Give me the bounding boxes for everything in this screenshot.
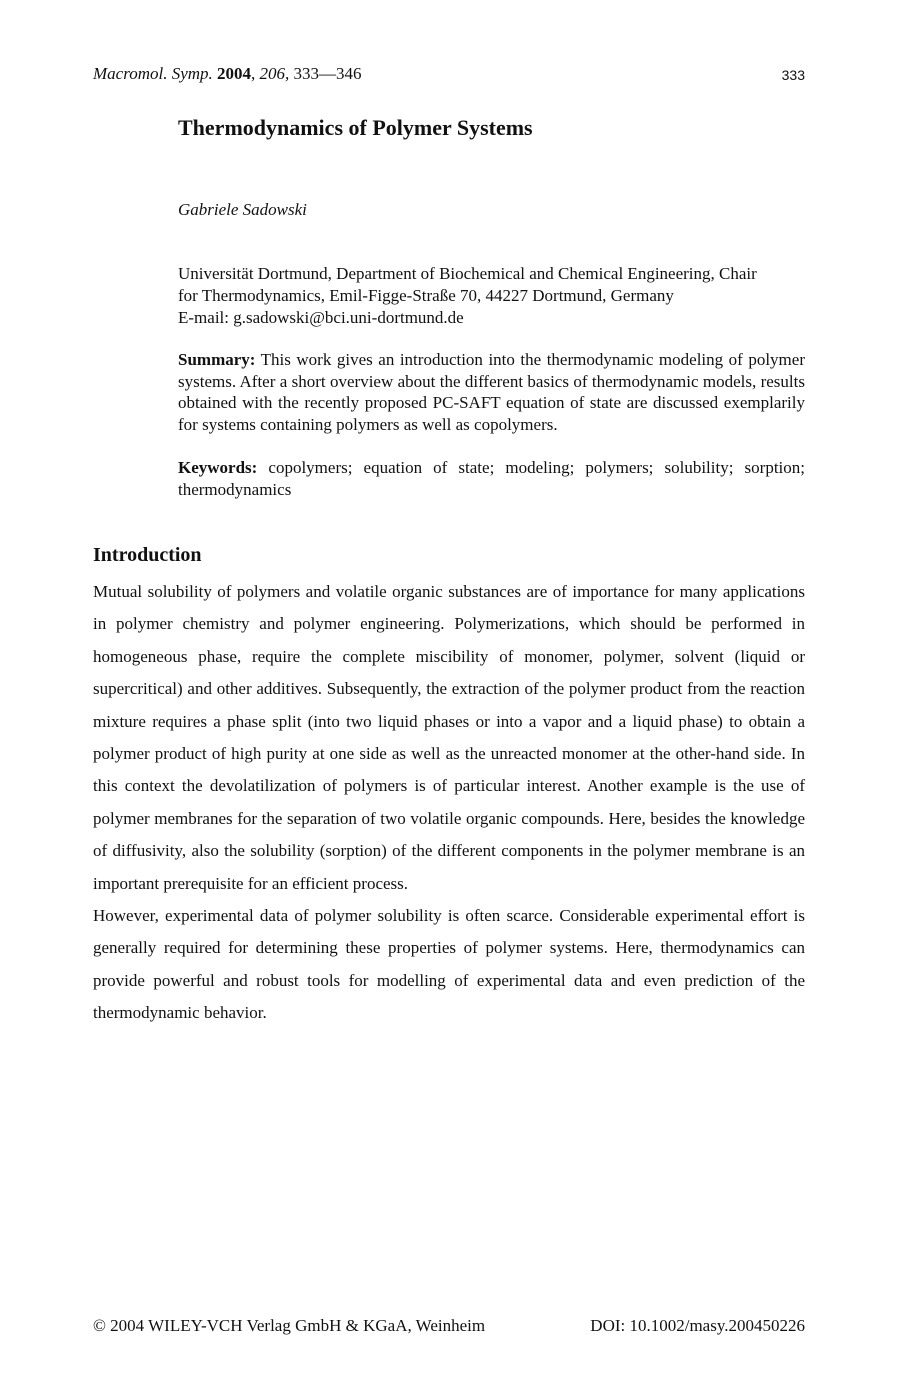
copyright-notice: © 2004 WILEY-VCH Verlag GmbH & KGaA, Weinheim	[93, 1316, 486, 1335]
journal-citation: Macromol. Symp. 2004, 206, 333—346	[93, 64, 362, 83]
introduction-heading: Introduction	[93, 544, 202, 566]
doi: DOI: 10.1002/masy.200450226	[590, 1316, 805, 1335]
page-number: 333	[781, 67, 805, 83]
introduction-paragraph-1: Mutual solubility of polymers and volatile organic substances are of importance for many applications in polymer chemistry and polymer engineering. Polymerizations, which should be performed in homogeneous phase, require the complete miscibility of monomer, polymer, solvent (liquid or supercritical) and other additives. Subsequently, the extraction of the polymer product from the reaction mixture requires a phase split (into two liquid phases or into a vapor and a liquid phase) to obtain a polymer product of high purity at one side as well as the unreacted monomer at the other-hand side. In this context the devolatilization of polymers is of particular interest. Another example is the use of polymer membranes for the separation of two volatile organic compounds. Here, besides the knowledge of diffusivity, also the solubility (sorption) of the different components in the polymer membrane is an important prerequisite for an efficient process.	[93, 582, 805, 893]
introduction-body	[93, 576, 805, 1030]
page-footer	[93, 1316, 805, 1338]
keywords-label: Keywords:	[178, 458, 258, 477]
abstract-summary	[178, 349, 805, 436]
introduction-paragraph-2: However, experimental data of polymer solubility is often scarce. Considerable experimental effort is generally required for determining these properties of polymer systems. Here, thermodynamics can provide powerful and robust tools for modelling of experimental data and even prediction of the thermodynamic behavior.	[93, 906, 805, 1023]
journal-year: 2004	[217, 64, 252, 83]
journal-volume: 206,	[259, 64, 290, 83]
author-name: Gabriele Sadowski	[178, 200, 307, 219]
keywords-text: copolymers; equation of state; modeling; polymers; solubility; sorption; thermodynamics	[178, 458, 805, 499]
article-title: Thermodynamics of Polymer Systems	[178, 115, 533, 140]
running-head	[93, 64, 805, 90]
affiliation-line-1: Universität Dortmund, Department of Biochemical and Chemical Engineering, Chair	[178, 264, 757, 283]
keywords	[178, 457, 805, 501]
author-affiliation	[178, 263, 805, 329]
summary-label: Summary:	[178, 350, 256, 369]
journal-pages: 333—346	[293, 64, 362, 83]
affiliation-line-2: for Thermodynamics, Emil-Figge-Straße 70, 44227 Dortmund, Germany	[178, 286, 674, 305]
author-email: E-mail: g.sadowski@bci.uni-dortmund.de	[178, 308, 464, 327]
summary-text: This work gives an introduction into the thermodynamic modeling of polymer systems. After a short overview about the different basics of thermodynamic models, results obtained with the recently proposed PC-SAFT equation of state are discussed exemplarily for systems containing polymers as well as copolymers.	[178, 350, 805, 435]
journal-name: Macromol. Symp.	[93, 64, 213, 83]
